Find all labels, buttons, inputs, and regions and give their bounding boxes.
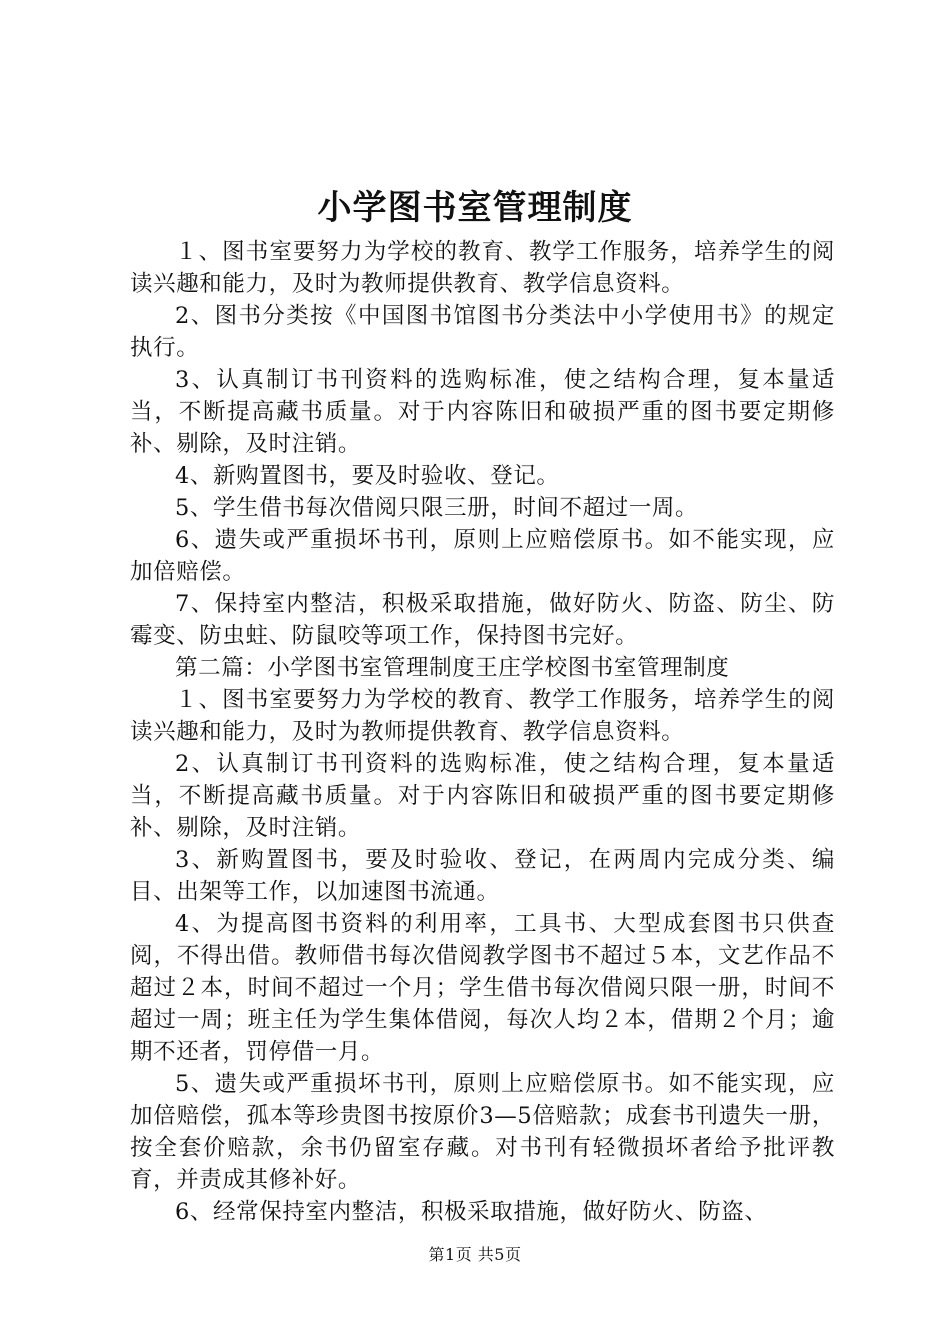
paragraph-5: 5、学生借书每次借阅只限三册，时间不超过一周。 — [175, 495, 699, 521]
document-body — [130, 236, 835, 1228]
paragraph-1: １、图书室要努力为学校的教育、教学工作服务，培养学生的阅读兴趣和能力，及时为教师提供教育、教学信息资料。 — [130, 239, 835, 297]
paragraph-9: 2、认真制订书刊资料的选购标准，使之结构合理，复本量适当，不断提高藏书质量。对于内容陈旧和破损严重的图书要定期修补、剔除，及时注销。 — [130, 751, 835, 841]
paragraph-4: 4、新购置图书，要及时验收、登记。 — [175, 463, 560, 489]
paragraph-10: 3、新购置图书，要及时验收、登记，在两周内完成分类、编目、出架等工作，以加速图书流通。 — [130, 847, 835, 905]
paragraph-12: 5、遗失或严重损坏书刊，原则上应赔偿原书。如不能实现，应加倍赔偿，孤本等珍贵图书按原价3—5倍赔款；成套书刊遗失一册，按全套价赔款，余书仍留室存藏。对书刊有轻微损坏者给予批评教育，并责成其修补好。 — [130, 1071, 835, 1193]
page-number-footer: 第1页 共5页 — [428, 1245, 522, 1264]
paragraph-13: 6、经常保持室内整洁，积极采取措施，做好防火、防盗、 — [175, 1199, 768, 1225]
document-title: 小学图书室管理制度 — [317, 188, 633, 228]
paragraph-7: 7、保持室内整洁，积极采取措施，做好防火、防盗、防尘、防霉变、防虫蛀、防鼠咬等项工作，保持图书完好。 — [130, 591, 835, 649]
paragraph-11: 4、为提高图书资料的利用率，工具书、大型成套图书只供查阅，不得出借。教师借书每次借阅教学图书不超过５本，文艺作品不超过２本，时间不超过一个月；学生借书每次借阅只限一册，时间不超过一周；班主任为学生集体借阅，每次人均２本，借期２个月；逾期不还者，罚停借一月。 — [130, 911, 835, 1065]
section-heading: 第二篇：小学图书室管理制度王庄学校图书室管理制度 — [175, 655, 730, 681]
paragraph-6: 6、遗失或严重损坏书刊，原则上应赔偿原书。如不能实现，应加倍赔偿。 — [130, 527, 835, 585]
paragraph-8: １、图书室要努力为学校的教育、教学工作服务，培养学生的阅读兴趣和能力，及时为教师提供教育、教学信息资料。 — [130, 687, 835, 745]
paragraph-2: 2、图书分类按《中国图书馆图书分类法中小学使用书》的规定执行。 — [130, 303, 835, 361]
paragraph-3: 3、认真制订书刊资料的选购标准，使之结构合理，复本量适当，不断提高藏书质量。对于内容陈旧和破损严重的图书要定期修补、剔除，及时注销。 — [130, 367, 835, 457]
